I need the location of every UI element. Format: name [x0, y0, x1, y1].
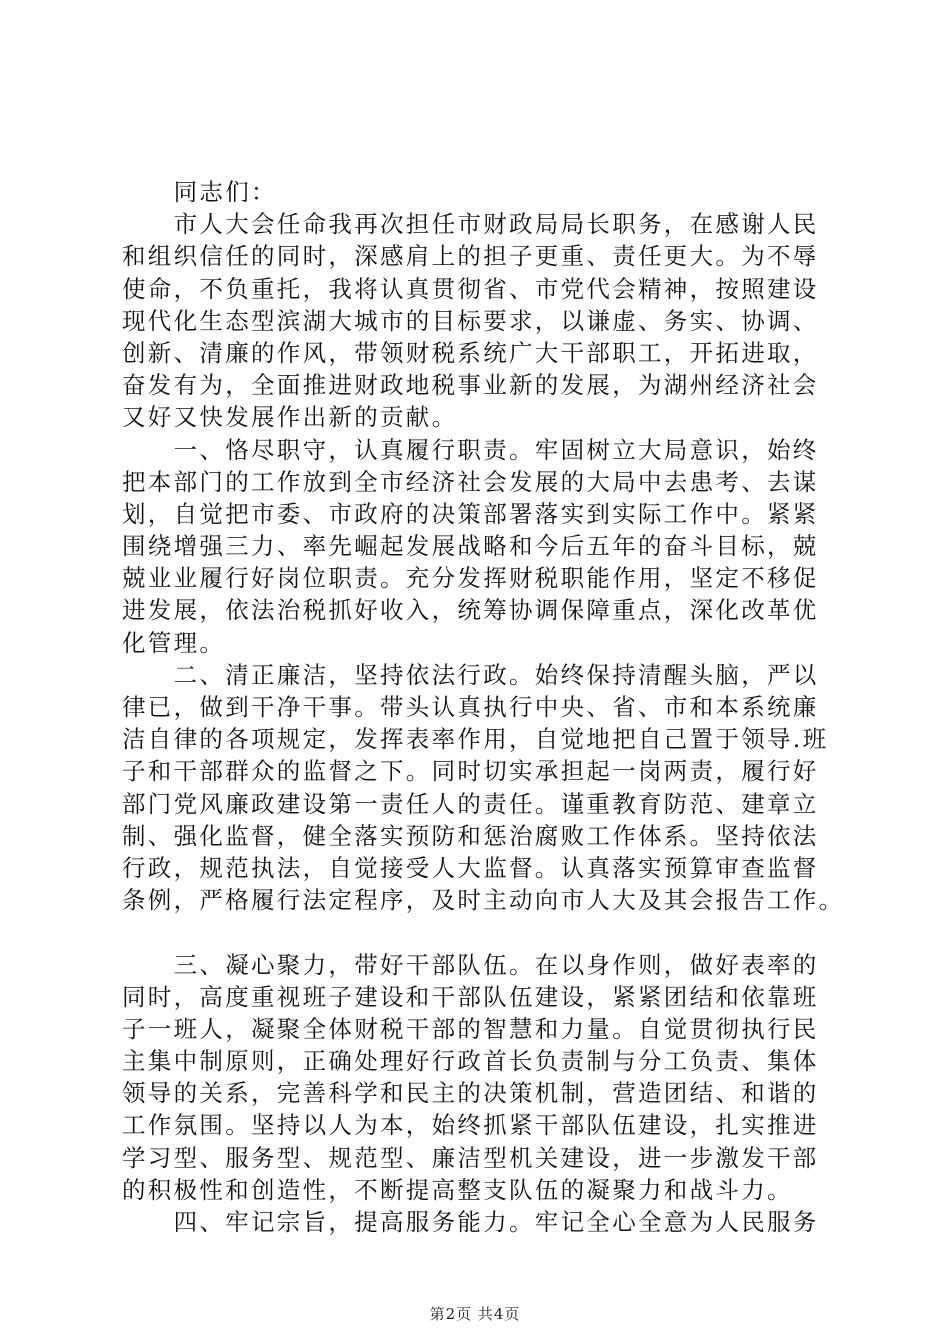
text-line: 使命，不负重托，我将认真贯彻省、市党代会精神，按照建设	[122, 274, 819, 303]
document-body	[122, 176, 845, 1238]
text-line: 制、强化监督，健全落实预防和惩治腐败工作体系。坚持依法	[122, 821, 819, 850]
text-line: 创新、清廉的作风，带领财税系统广大干部职工，开拓进取，	[122, 338, 819, 367]
text-line: 学习型、服务型、规范型、廉洁型机关建设，进一步激发干部	[122, 1143, 819, 1172]
text-line: 三、凝心聚力，带好干部队伍。在以身作则，做好表率的	[122, 950, 819, 979]
page-footer: 第2页 共4页	[429, 1305, 521, 1323]
text-line: 奋发有为，全面推进财政地税事业新的发展，为湖州经济社会	[122, 371, 819, 400]
text-line: 子一班人，凝聚全体财税干部的智慧和力量。自觉贯彻执行民	[122, 1014, 819, 1043]
blank-line	[122, 916, 838, 948]
text-line: 行政，规范执法，自觉接受人大监督。认真落实预算审查监督	[122, 853, 819, 882]
text-line: 工作氛围。坚持以人为本，始终抓紧干部队伍建设，扎实推进	[122, 1111, 819, 1140]
text-line: 现代化生态型滨湖大城市的目标要求，以谦虚、务实、协调、	[122, 306, 819, 335]
text-line: 的积极性和创造性，不断提高整支队伍的凝聚力和战斗力。	[122, 1175, 793, 1204]
text-line: 一、恪尽职守，认真履行职责。牢固树立大局意识，始终	[122, 435, 819, 464]
text-line: 划，自觉把市委、市政府的决策部署落实到实际工作中。紧紧	[122, 499, 819, 528]
text-line: 同时，高度重视班子建设和干部队伍建设，紧紧团结和依靠班	[122, 982, 819, 1011]
text-line: 把本部门的工作放到全市经济社会发展的大局中去患考、去谋	[122, 467, 819, 496]
text-line: 和组织信任的同时，深感肩上的担子更重、责任更大。为不辱	[122, 242, 819, 271]
text-line: 部门党风廉政建设第一责任人的责任。谨重教育防范、建章立	[122, 789, 819, 818]
text-line: 化管理。	[122, 628, 226, 657]
text-line: 进发展，依法治税抓好收入，统筹协调保障重点，深化改革优	[122, 596, 819, 625]
text-line: 子和干部群众的监督之下。同时切实承担起一岗两责，履行好	[122, 757, 819, 786]
text-line: 洁自律的各项规定，发挥表率作用，自觉地把自己置于领导.班	[122, 725, 829, 754]
text-line: 市人大会任命我再次担任市财政局局长职务，在感谢人民	[122, 210, 819, 239]
text-line: 兢业业履行好岗位职责。充分发挥财税职能作用，坚定不移促	[122, 564, 819, 593]
text-line: 同志们：	[122, 178, 277, 206]
text-line: 围绕增强三力、率先崛起发展战略和今后五年的奋斗目标，兢	[122, 532, 819, 561]
text-line: 主集中制原则，正确处理好行政首长负责制与分工负责、集体	[122, 1047, 819, 1076]
text-line: 条例，严格履行法定程序，及时主动向市人大及其会报告工作。	[122, 886, 845, 915]
text-line: 四、牢记宗旨，提高服务能力。牢记全心全意为人民服务	[122, 1208, 819, 1236]
text-line: 领导的关系，完善科学和民主的决策机制，营造团结、和谐的	[122, 1079, 819, 1108]
text-line: 律已，做到干净干事。带头认真执行中央、省、市和本系统廉	[122, 693, 819, 721]
text-line: 又好又快发展作出新的贡献。	[122, 403, 458, 432]
text-line: 二、清正廉洁，坚持依法行政。始终保持清醒头脑，严以	[122, 660, 819, 689]
